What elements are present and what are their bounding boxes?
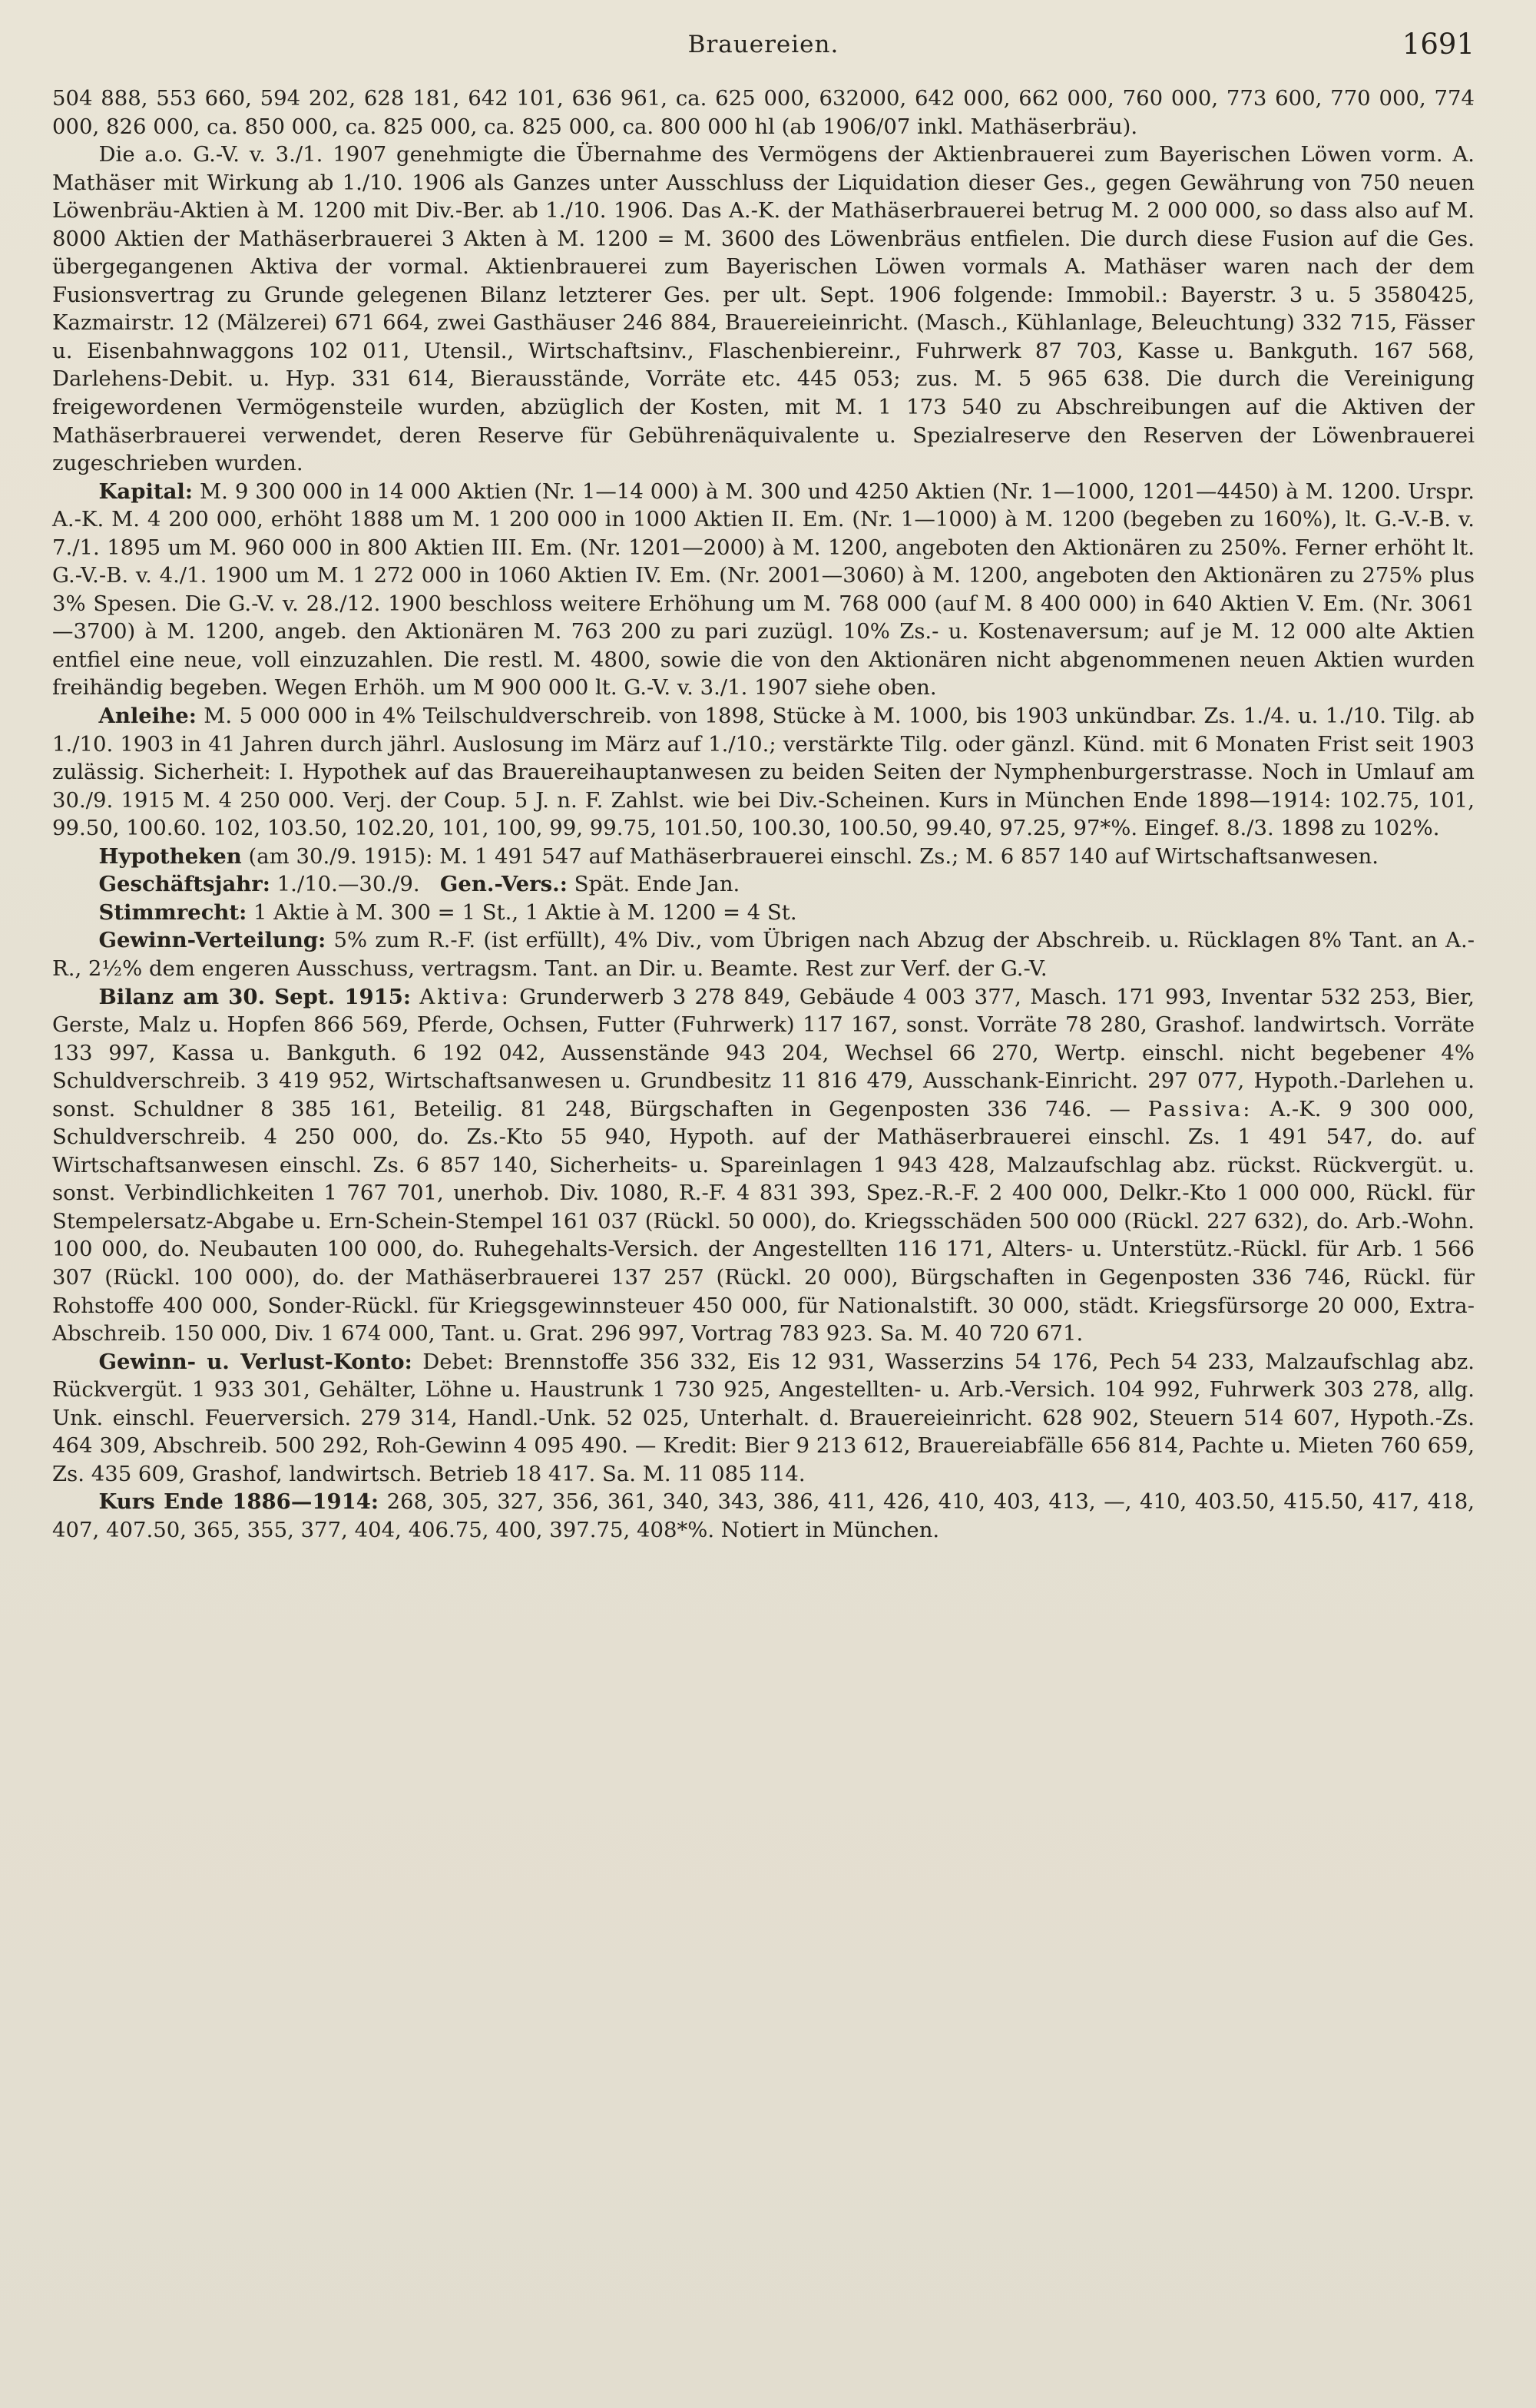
subsection-label: Aktiva: <box>419 984 511 1009</box>
paragraph-kurs <box>52 1488 1475 1544</box>
paragraph-anleihe <box>52 702 1475 843</box>
paragraph-text: Grunderwerb 3 278 849, Gebäude 4 003 377, Masch. 171 993, Inventar 532 253, Bier, Gerste, Malz u. Hopfen 866 569, Pferde, Ochsen, Futter (Fuhrwerk) 117 167, sonst. Vorräte 78 280, Grashof. landwirtsch. Vorräte 133 997, Kassa u. Bankguth. 6 192 042, Aussenstände 943 204, Wechsel 66 270, Wertp. einschl. nicht begebener 4% Schuldverschreib. 3 419 952, Wirtschaftsanwesen u. Grundbesitz 11 816 479, Ausschank-Einricht. 297 077, Hypoth.-Darlehen u. sonst. Schuldner 8 385 161, Beteilig. 81 248, Bürgschaften in Gegenposten 336 746. — <box>52 984 1475 1121</box>
paragraph-text: Spät. Ende Jan. <box>574 872 740 897</box>
paragraph-geschaeftsjahr <box>52 870 1475 899</box>
page-header <box>52 25 1475 68</box>
subsection-label: Passiva: <box>1147 1096 1253 1121</box>
section-label: Bilanz am 30. Sept. 1915: <box>98 984 412 1009</box>
subsection-label: Debet: <box>422 1349 494 1374</box>
paragraph-hypotheken <box>52 843 1475 871</box>
paragraph-text: 1 Aktie à M. 300 = 1 St., 1 Aktie à M. 1200 = 4 St. <box>253 899 797 925</box>
section-label: Gewinn- u. Verlust-Konto: <box>98 1349 412 1374</box>
subsection-label: Kredit: <box>663 1433 738 1459</box>
paragraph-text: 504 888, 553 660, 594 202, 628 181, 642 101, 636 961, ca. 625 000, 632000, 642 000, 662 000, 760 000, 773 600, 770 000, 774 000, 826 000, ca. 850 000, ca. 825 000, ca. 825 000, ca. 800 000 hl (ab 1906/07 inkl. Mathäserbräu). <box>52 86 1475 139</box>
section-label: Anleihe: <box>98 704 197 729</box>
paragraph-text: Bier 9 213 612, Brauereiabfälle 656 814, Pachte u. Mieten 760 659, Zs. 435 609, Grashof, landwirtsch. Betrieb 18 417. Sa. M. 11 085 114. <box>52 1433 1475 1486</box>
paragraph-text: M. 9 300 000 in 14 000 Aktien (Nr. 1—14 000) à M. 300 und 4250 Aktien (Nr. 1—1000, 1201—4450) à M. 1200. Urspr. A.-K. M. 4 200 000, erhöht 1888 um M. 1 200 000 in 1000 Aktien II. Em. (Nr. 1—1000) à M. 1200 (begeben zu 160%), lt. G.-V.-B. v. 7./1. 1895 um M. 960 000 in 800 Aktien III. Em. (Nr. 1201—2000) à M. 1200, angeboten den Aktionären zu 250%. Ferner erhöht lt. G.-V.-B. v. 4./1. 1900 um M. 1 272 000 in 1060 Aktien IV. Em. (Nr. 2001—3060) à M. 1200, angeboten den Aktionären zu 275% plus 3% Spesen. Die G.-V. v. 28./12. 1900 beschloss weitere Erhöhung um M. 768 000 (auf M. 8 400 000) in 640 Aktien V. Em. (Nr. 3061—3700) à M. 1200, angeb. den Aktionären M. 763 200 zu pari zuzügl. 10% Zs.- u. Kostenaversum; auf je M. 12 000 alte Aktien entfiel eine neue, voll einzuzahlen. Die restl. M. 4800, sowie die von den Aktionären nicht abgenommenen neuen Aktien wurden freihändig begeben. Wegen Erhöh. um M 900 000 lt. G.-V. v. 3./1. 1907 siehe oben. <box>52 479 1475 701</box>
page-number: 1691 <box>1402 28 1475 61</box>
paragraph-text: 1./10.—30./9. <box>276 872 420 897</box>
paragraph-kapital <box>52 478 1475 702</box>
running-head: Brauereien. <box>687 31 839 58</box>
paragraph-gewinn-verlust <box>52 1348 1475 1489</box>
body-text <box>52 84 1475 1544</box>
paragraph-text: A.-K. 9 300 000, Schuldverschreib. 4 250 000, do. Zs.-Kto 55 940, Hypoth. auf der Mathäserbrauerei einschl. Zs. 1 491 547, do. auf Wirtschaftsanwesen einschl. Zs. 6 857 140, Sicherheits- u. Spareinlagen 1 943 428, Malzaufschlag abz. rückst. Rückvergüt. u. sonst. Verbindlichkeiten 1 767 701, unerhob. Div. 1080, R.-F. 4 831 393, Spez.-R.-F. 2 400 000, Delkr.-Kto 1 000 000, Rückl. für Stempelersatz-Abgabe u. Ern-Schein-Stempel 161 037 (Rückl. 50 000), do. Kriegsschäden 500 000 (Rückl. 227 632), do. Arb.-Wohn. 100 000, do. Neubauten 100 000, do. Ruhegehalts-Versich. der Angestellten 116 171, Alters- u. Unterstütz.-Rückl. für Arb. 1 566 307 (Rückl. 100 000), do. der Mathäserbrauerei 137 257 (Rückl. 20 000), Bürgschaften in Gegenposten 336 746, Rückl. für Rohstoffe 400 000, Sonder-Rückl. für Kriegsgewinnsteuer 450 000, für Nationalstift. 30 000, städt. Kriegsfürsorge 20 000, Extra-Abschreib. 150 000, Div. 1 674 000, Tant. u. Grat. 296 997, Vortrag 783 923. Sa. M. 40 720 671. <box>52 1096 1475 1346</box>
section-label: Hypotheken <box>98 843 242 869</box>
paragraph-gewinn-verteilung <box>52 926 1475 982</box>
paragraph-bilanz <box>52 983 1475 1348</box>
paragraph-text: M. 5 000 000 in 4% Teilschuldverschreib. von 1898, Stücke à M. 1000, bis 1903 unkündbar. Zs. 1./4. u. 1./10. Tilg. ab 1./10. 1903 in 41 Jahren durch jährl. Auslosung im März auf 1./10.; verstärkte Tilg. oder gänzl. Künd. mit 6 Monaten Frist seit 1903 zulässig. Sicherheit: I. Hypothek auf das Brauereihauptanwesen zu beiden Seiten der Nymphenburgerstrasse. Noch in Umlauf am 30./9. 1915 M. 4 250 000. Verj. der Coup. 5 J. n. F. Zahlst. wie bei Div.-Scheinen. Kurs in München Ende 1898—1914: 102.75, 101, 99.50, 100.60. 102, 103.50, 102.20, 101, 100, 99, 99.75, 101.50, 100.30, 100.50, 99.40, 97.25, 97*%. Eingef. 8./3. 1898 zu 102%. <box>52 704 1475 841</box>
paragraph-text: 268, 305, 327, 356, 361, 340, 343, 386, 411, 426, 410, 403, 413, —, 410, 403.50, 415.50, 417, 418, 407, 407.50, 365, 355, 377, 404, 406.75, 400, 397.75, 408*%. Notiert in München. <box>52 1489 1475 1542</box>
paragraph-stimmrecht <box>52 899 1475 927</box>
section-label: Stimmrecht: <box>98 899 247 925</box>
paragraph-fusion <box>52 141 1475 478</box>
paragraph-text: Brennstoffe 356 332, Eis 12 931, Wasserzins 54 176, Pech 54 233, Malzaufschlag abz. Rückvergüt. 1 933 301, Gehälter, Löhne u. Haustrunk 1 730 925, Angestellten- u. Arb.-Versich. 104 992, Fuhrwerk 303 278, allg. Unk. einschl. Feuerversich. 279 314, Handl.-Unk. 52 025, Unterhalt. d. Brauereieinricht. 628 902, Steuern 514 607, Hypoth.-Zs. 464 309, Abschreib. 500 292, Roh-Gewinn 4 095 490. — <box>52 1349 1475 1459</box>
paragraph-text: (am 30./9. 1915): M. 1 491 547 auf Mathäserbrauerei einschl. Zs.; M. 6 857 140 auf Wirtschaftsanwesen. <box>248 843 1379 869</box>
section-label: Kapital: <box>98 479 194 504</box>
section-label: Geschäftsjahr: <box>98 872 270 897</box>
section-label: Gen.-Vers.: <box>439 872 568 897</box>
paragraph-text: 5% zum R.-F. (ist erfüllt), 4% Div., vom Übrigen nach Abzug der Abschreib. u. Rücklagen 8% Tant. an A.-R., 2½% dem engeren Ausschuss, vertragsm. Tant. an Dir. u. Beamte. Rest zur Verf. der G.-V. <box>52 928 1475 981</box>
paragraph-text: Die a.o. G.-V. v. 3./1. 1907 genehmigte die Übernahme des Vermögens der Aktienbrauerei zum Bayerischen Löwen vorm. A. Mathäser mit Wirkung ab 1./10. 1906 als Ganzes unter Ausschluss der Liquidation dieser Ges., gegen Gewährung von 750 neuen Löwenbräu-Aktien à M. 1200 mit Div.-Ber. ab 1./10. 1906. Das A.-K. der Mathäserbrauerei betrug M. 2 000 000, so dass also auf M. 8000 Aktien der Mathäserbrauerei 3 Akten à M. 1200 = M. 3600 des Löwenbräus entfielen. Die durch diese Fusion auf die Ges. übergegangenen Aktiva der vormal. Aktienbrauerei zum Bayerischen Löwen vormals A. Mathäser waren nach der dem Fusionsvertrag zu Grunde gelegenen Bilanz letzterer Ges. per ult. Sept. 1906 folgende: Immobil.: Bayerstr. 3 u. 5 3580425, Kazmairstr. 12 (Mälzerei) 671 664, zwei Gasthäuser 246 884, Brauereieinricht. (Masch., Kühlanlage, Beleuchtung) 332 715, Fässer u. Eisenbahnwaggons 102 011, Utensil., Wirtschaftsinv., Flaschenbiereinr., Fuhrwerk 87 703, Kasse u. Bankguth. 167 568, Darlehens-Debit. u. Hyp. 331 614, Bierausstände, Vorräte etc. 445 053; zus. M. 5 965 638. Die durch die Vereinigung freigewordenen Vermögensteile wurden, abzüglich der Kosten, mit M. 1 173 540 zu Abschreibungen auf die Aktiven der Mathäserbrauerei verwendet, deren Reserve für Gebührenäquivalente u. Spezialreserve den Reserven der Löwenbrauerei zugeschrieben wurden. <box>52 142 1475 476</box>
paragraph-production-figures <box>52 84 1475 141</box>
section-label: Gewinn-Verteilung: <box>98 928 326 953</box>
section-label: Kurs Ende 1886—1914: <box>98 1489 379 1515</box>
